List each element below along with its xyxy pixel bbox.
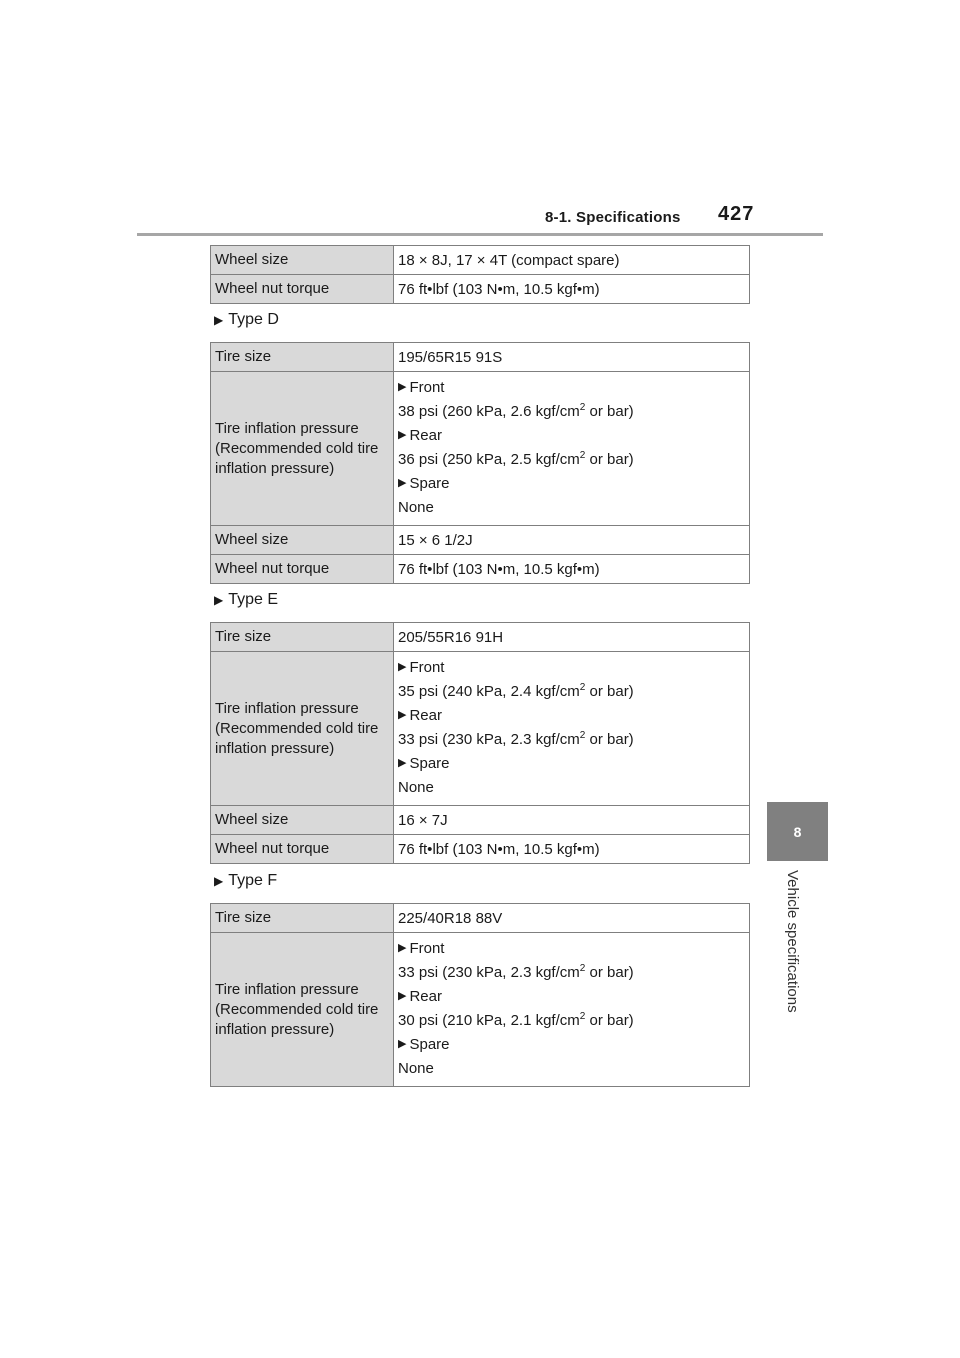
row-key: Wheel size [211,806,394,835]
spare-subheading: ▶ Spare [398,1035,450,1053]
row-key: Tire inflation pressure (Recommended cold tire inflation pressure) [211,652,394,806]
header-divider [137,233,823,236]
tire-size-value: 205/55R16 91H [394,623,750,652]
right-triangle-arrow-icon: ▶ [398,989,407,1002]
right-triangle-arrow-icon: ▶ [214,593,224,607]
front-pressure: 33 psi (230 kPa, 2.3 kgf/$cm^2$ or bar) [398,962,634,981]
type-heading-text: Type F [228,872,278,889]
table-row [211,623,750,652]
rear-pressure: 36 psi (250 kPa, 2.5 kgf/$cm^2$ or bar) [398,449,634,468]
chapter-number: 8 [793,823,802,840]
section-title: 8-1. Specifications [545,209,681,226]
spec-table-type-e [210,622,750,864]
row-key: Wheel nut torque [211,275,394,304]
table-row [211,343,750,372]
table-row [211,835,750,864]
front-subheading: ▶ Front [398,939,445,957]
page-number: 427 [718,203,755,225]
row-key: Wheel nut torque [211,555,394,584]
spare-subheading: ▶ Spare [398,474,450,492]
inflation-values [394,933,750,1087]
table-row [211,806,750,835]
spare-pressure: None [398,498,434,516]
right-triangle-arrow-icon: ▶ [398,708,407,721]
spec-table-type-d [210,342,750,584]
tire-size-value: 225/40R18 88V [394,904,750,933]
spec-table-type-f [210,903,750,1087]
row-key: Wheel size [211,246,394,275]
front-subheading: ▶ Front [398,378,445,396]
spare-subheading: ▶ Spare [398,754,450,772]
table-row [211,904,750,933]
front-subheading: ▶ Front [398,658,445,676]
wheel-size-value: 16 × 7J [394,806,750,835]
chapter-label-text: Vehicle specifications [784,870,801,1013]
nut-torque-value: 76 ft•lbf (103 N•m, 10.5 kgf•m) [394,835,750,864]
type-e-heading [214,591,278,609]
front-pressure: 38 psi (260 kPa, 2.6 kgf/$cm^2$ or bar) [398,401,634,420]
front-pressure: 35 psi (240 kPa, 2.4 kgf/$cm^2$ or bar) [398,681,634,700]
row-value: 18 × 8J, 17 × 4T (compact spare) [394,246,750,275]
type-heading-text: Type E [228,591,279,608]
spec-table-continued [210,245,750,304]
row-key: Tire size [211,343,394,372]
row-value: 76 ft•lbf (103 N•m, 10.5 kgf•m) [394,275,750,304]
rear-subheading: ▶ Rear [398,987,442,1005]
right-triangle-arrow-icon: ▶ [398,1037,407,1050]
rear-subheading: ▶ Rear [398,426,442,444]
tire-size-value: 195/65R15 91S [394,343,750,372]
rear-pressure: 30 psi (210 kPa, 2.1 kgf/$cm^2$ or bar) [398,1010,634,1029]
right-triangle-arrow-icon: ▶ [398,756,407,769]
row-key: Tire inflation pressure (Recommended cold tire inflation pressure) [211,933,394,1087]
right-triangle-arrow-icon: ▶ [398,660,407,673]
right-triangle-arrow-icon: ▶ [398,941,407,954]
right-triangle-arrow-icon: ▶ [398,476,407,489]
table-row [211,372,750,526]
right-triangle-arrow-icon: ▶ [214,313,224,327]
row-key: Wheel nut torque [211,835,394,864]
table-row [211,652,750,806]
table-row [211,246,750,275]
inflation-values [394,372,750,526]
type-f-heading [214,872,277,890]
rear-pressure: 33 psi (230 kPa, 2.3 kgf/$cm^2$ or bar) [398,729,634,748]
right-triangle-arrow-icon: ▶ [214,874,224,888]
row-key: Tire size [211,904,394,933]
rear-subheading: ▶ Rear [398,706,442,724]
chapter-label [785,870,805,1040]
row-key: Tire inflation pressure (Recommended cold tire inflation pressure) [211,372,394,526]
wheel-size-value: 15 × 6 1/2J [394,526,750,555]
table-row [211,526,750,555]
nut-torque-value: 76 ft•lbf (103 N•m, 10.5 kgf•m) [394,555,750,584]
table-row [211,275,750,304]
right-triangle-arrow-icon: ▶ [398,428,407,441]
type-heading-text: Type D [228,311,279,328]
right-triangle-arrow-icon: ▶ [398,380,407,393]
table-row [211,555,750,584]
chapter-tab[interactable] [767,802,828,861]
inflation-values [394,652,750,806]
type-d-heading [214,311,279,329]
table-row [211,933,750,1087]
row-key: Tire size [211,623,394,652]
spare-pressure: None [398,1059,434,1077]
spare-pressure: None [398,778,434,796]
row-key: Wheel size [211,526,394,555]
